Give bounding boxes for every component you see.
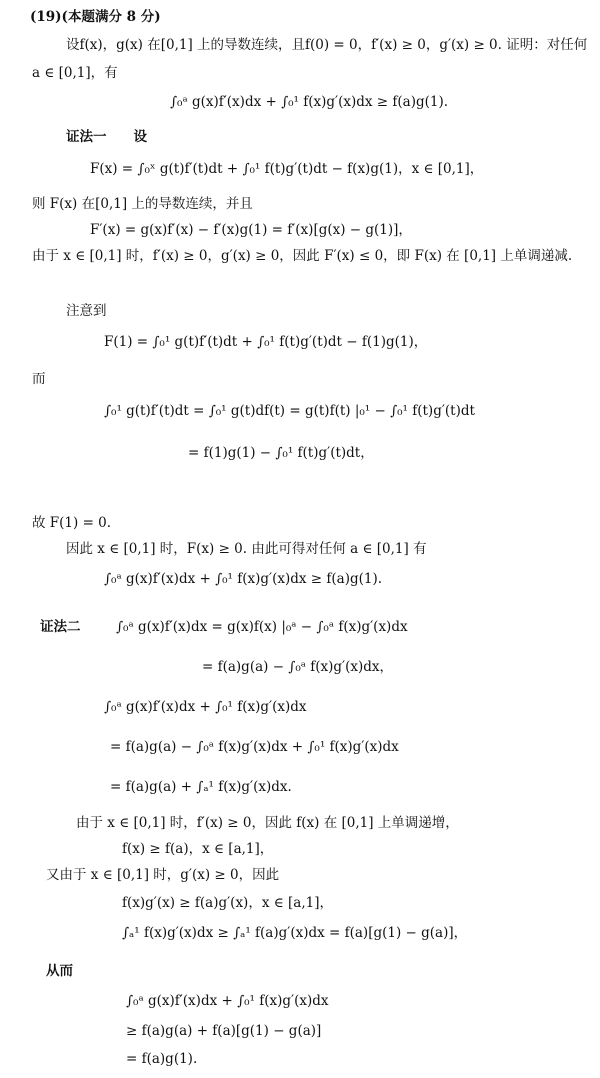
result-formula: ∫₀ᵃ g(x)f′(x)dx + ∫₀¹ f(x)g′(x)dx ≥ f(a)g(1).: [104, 571, 383, 587]
inequality-1: f(x) ≥ f(a)，x ∈ [a,1]，: [122, 841, 274, 857]
final-line-1: ∫₀ᵃ g(x)f′(x)dx + ∫₀¹ f(x)g′(x)dx: [126, 993, 329, 1009]
continuity-text: 则 F(x) 在[0,1] 上的导数连续，并且: [32, 196, 253, 212]
problem-statement-cont: a ∈ [0,1]，有: [32, 65, 118, 81]
method2-sum: ∫₀ᵃ g(x)f′(x)dx + ∫₀¹ f(x)g′(x)dx: [104, 699, 307, 715]
problem-statement: 设f(x)，g(x) 在[0,1] 上的导数连续，且f(0) = 0，f′(x) ≥ 0，g′(x) ≥ 0. 证明：对任何: [66, 37, 588, 53]
ibp-formula-1: ∫₀¹ g(t)f′(t)dt = ∫₀¹ g(t)df(t) = g(t)f(t) |₀¹ − ∫₀¹ f(t)g′(t)dt: [104, 403, 475, 419]
thus-label: 从而: [46, 963, 73, 979]
method2-sum3: = f(a)g(a) + ∫ₐ¹ f(x)g′(x)dx.: [110, 779, 292, 795]
method2-eq1: ∫₀ᵃ g(x)f′(x)dx = g(x)f(x) |₀ᵃ − ∫₀ᵃ f(x)g′(x)dx: [116, 619, 408, 635]
note-label: 注意到: [66, 303, 107, 319]
F1-zero-text: 故 F(1) = 0.: [32, 515, 112, 531]
method2-title: 证法二: [40, 619, 81, 635]
F1-formula: F(1) = ∫₀¹ g(t)f′(t)dt + ∫₀¹ f(t)g′(t)dt − f(1)g(1)，: [104, 334, 428, 350]
method1-title: 证法一 设: [66, 129, 147, 145]
problem-header: (19)(本题满分 8 分): [30, 9, 161, 25]
derivative-formula: F′(x) = g(x)f′(x) − f′(x)g(1) = f′(x)[g(x) − g(1)]，: [90, 222, 412, 238]
also-text: 又由于 x ∈ [0,1] 时，g′(x) ≥ 0，因此: [46, 867, 280, 883]
final-line-2: ≥ f(a)g(a) + f(a)[g(1) − g(a)]: [126, 1023, 322, 1039]
ibp-formula-2: = f(1)g(1) − ∫₀¹ f(t)g′(t)dt，: [188, 445, 374, 461]
monotone-text: 由于 x ∈ [0,1] 时，f′(x) ≥ 0，g′(x) ≥ 0，因此 F′(x) ≤ 0，即 F(x) 在 [0,1] 上单调递减.: [32, 248, 573, 264]
method2-eq2: = f(a)g(a) − ∫₀ᵃ f(x)g′(x)dx，: [202, 659, 393, 675]
def-F-formula: F(x) = ∫₀ˣ g(t)f′(t)dt + ∫₀¹ f(t)g′(t)dt − f(x)g(1)，x ∈ [0,1]，: [90, 161, 484, 177]
monotone-increase-text: 由于 x ∈ [0,1] 时，f′(x) ≥ 0，因此 f(x) 在 [0,1] 上单调递增，: [76, 815, 459, 831]
claim-formula: ∫₀ᵃ g(x)f′(x)dx + ∫₀¹ f(x)g′(x)dx ≥ f(a)g(1).: [170, 94, 449, 110]
inequality-3: ∫ₐ¹ f(x)g′(x)dx ≥ ∫ₐ¹ f(a)g′(x)dx = f(a)[g(1) − g(a)]，: [122, 925, 468, 941]
while-label: 而: [32, 371, 46, 387]
final-line-3: = f(a)g(1).: [126, 1051, 198, 1067]
conclusion-text: 因此 x ∈ [0,1] 时，F(x) ≥ 0. 由此可得对任何 a ∈ [0,1] 有: [66, 541, 427, 557]
method2-sum2: = f(a)g(a) − ∫₀ᵃ f(x)g′(x)dx + ∫₀¹ f(x)g′(x)dx: [110, 739, 399, 755]
inequality-2: f(x)g′(x) ≥ f(a)g′(x)，x ∈ [a,1]，: [122, 895, 333, 911]
